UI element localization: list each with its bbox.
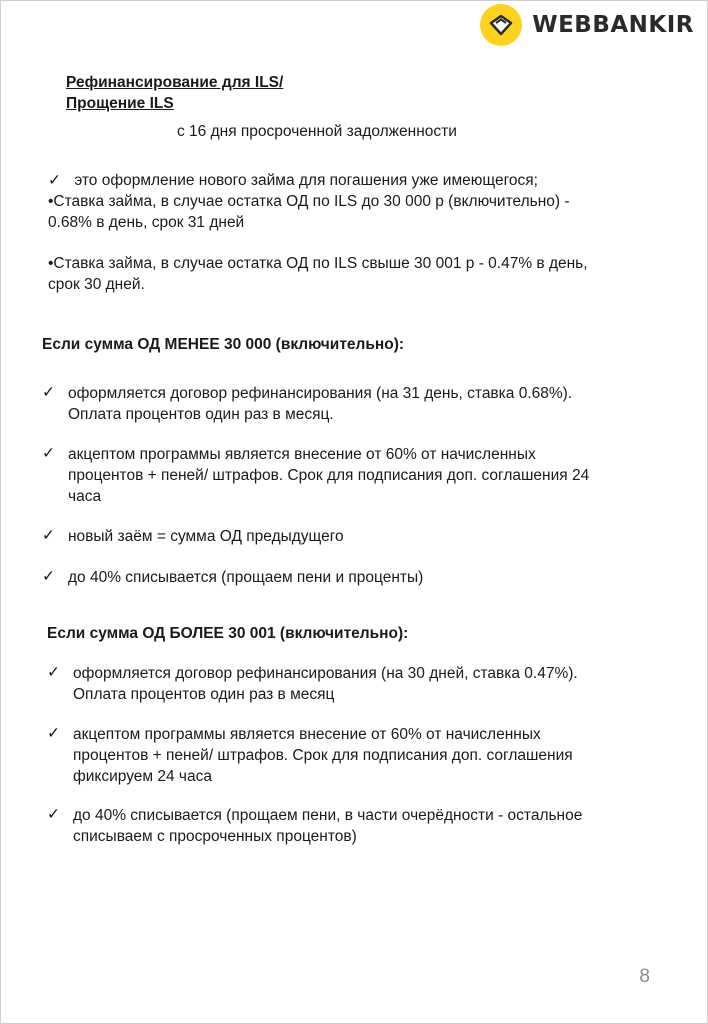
list-item-line: Оплата процентов один раз в месяц bbox=[73, 686, 335, 703]
list-item-text: новый заём = сумма ОД предыдущего bbox=[68, 528, 344, 545]
company-logo bbox=[480, 4, 694, 46]
list-item-text bbox=[73, 724, 573, 787]
document-title bbox=[66, 72, 283, 114]
intro-block bbox=[48, 170, 668, 295]
title-line-2: Прощение ILS bbox=[66, 95, 174, 112]
list-item-line: акцептом программы является внесение от 60% от начисленных bbox=[73, 726, 541, 743]
wallet-icon bbox=[488, 14, 514, 36]
checkmark-icon: ✓ bbox=[47, 725, 60, 742]
intro-bullet-2-line-2: срок 30 дней. bbox=[48, 276, 145, 293]
intro-check-line bbox=[48, 170, 668, 191]
checkmark-icon: ✓ bbox=[42, 568, 55, 585]
list-item-line: списываем с просроченных процентов) bbox=[73, 828, 357, 845]
list-item-line: фиксируем 24 часа bbox=[73, 768, 212, 785]
logo-text: WEBBANKIR bbox=[532, 12, 694, 38]
document-subtitle: с 16 дня просроченной задолженности bbox=[177, 123, 457, 140]
list-item bbox=[47, 663, 578, 705]
checkmark-icon: ✓ bbox=[42, 527, 55, 544]
checkmark-icon: ✓ bbox=[42, 384, 55, 401]
list-item-line: Оплата процентов один раз в месяц. bbox=[68, 406, 334, 423]
list-item-line: процентов + пеней/ штрафов. Срок для подписания доп. соглашения 24 bbox=[68, 467, 590, 484]
list-item bbox=[42, 567, 423, 588]
intro-check-text: это оформление нового займа для погашения уже имеющегося; bbox=[74, 172, 538, 189]
checkmark-icon: ✓ bbox=[48, 172, 61, 189]
list-item bbox=[47, 724, 573, 787]
intro-bullet-1-line-2: 0.68% в день, срок 31 дней bbox=[48, 214, 245, 231]
list-item bbox=[42, 383, 572, 425]
list-item-text bbox=[68, 383, 572, 425]
list-item-line: оформляется договор рефинансирования (на 31 день, ставка 0.68%). bbox=[68, 385, 573, 402]
list-item-line: часа bbox=[68, 488, 102, 505]
checkmark-icon: ✓ bbox=[42, 445, 55, 462]
list-item-line: акцептом программы является внесение от 60% от начисленных bbox=[68, 446, 536, 463]
section-2-heading: Если сумма ОД БОЛЕЕ 30 001 (включительно): bbox=[47, 625, 409, 642]
checkmark-icon: ✓ bbox=[47, 664, 60, 681]
list-item-line: оформляется договор рефинансирования (на 30 дней, ставка 0.47%). bbox=[73, 665, 578, 682]
intro-bullet-1-line-1: •Ставка займа, в случае остатка ОД по ILS до 30 000 р (включительно) - bbox=[48, 193, 570, 210]
list-item-text bbox=[68, 444, 589, 507]
list-item-line: до 40% списывается (прощаем пени, в части очерёдности - остальное bbox=[73, 807, 583, 824]
title-line-1: Рефинансирование для ILS/ bbox=[66, 74, 284, 91]
list-item bbox=[42, 444, 589, 507]
checkmark-icon: ✓ bbox=[47, 806, 60, 823]
intro-bullet-2-line-1: •Ставка займа, в случае остатка ОД по ILS свыше 30 001 р - 0.47% в день, bbox=[48, 255, 588, 272]
page-number: 8 bbox=[639, 966, 650, 987]
list-item bbox=[47, 805, 582, 847]
logo-badge-icon bbox=[480, 4, 522, 46]
section-1-heading: Если сумма ОД МЕНЕЕ 30 000 (включительно): bbox=[42, 336, 405, 353]
list-item-line: процентов + пеней/ штрафов. Срок для подписания доп. соглашения bbox=[73, 747, 573, 764]
list-item-text: до 40% списывается (прощаем пени и проценты) bbox=[68, 569, 424, 586]
list-item-text bbox=[73, 805, 582, 847]
list-item bbox=[42, 526, 344, 547]
list-item-text bbox=[73, 663, 578, 705]
